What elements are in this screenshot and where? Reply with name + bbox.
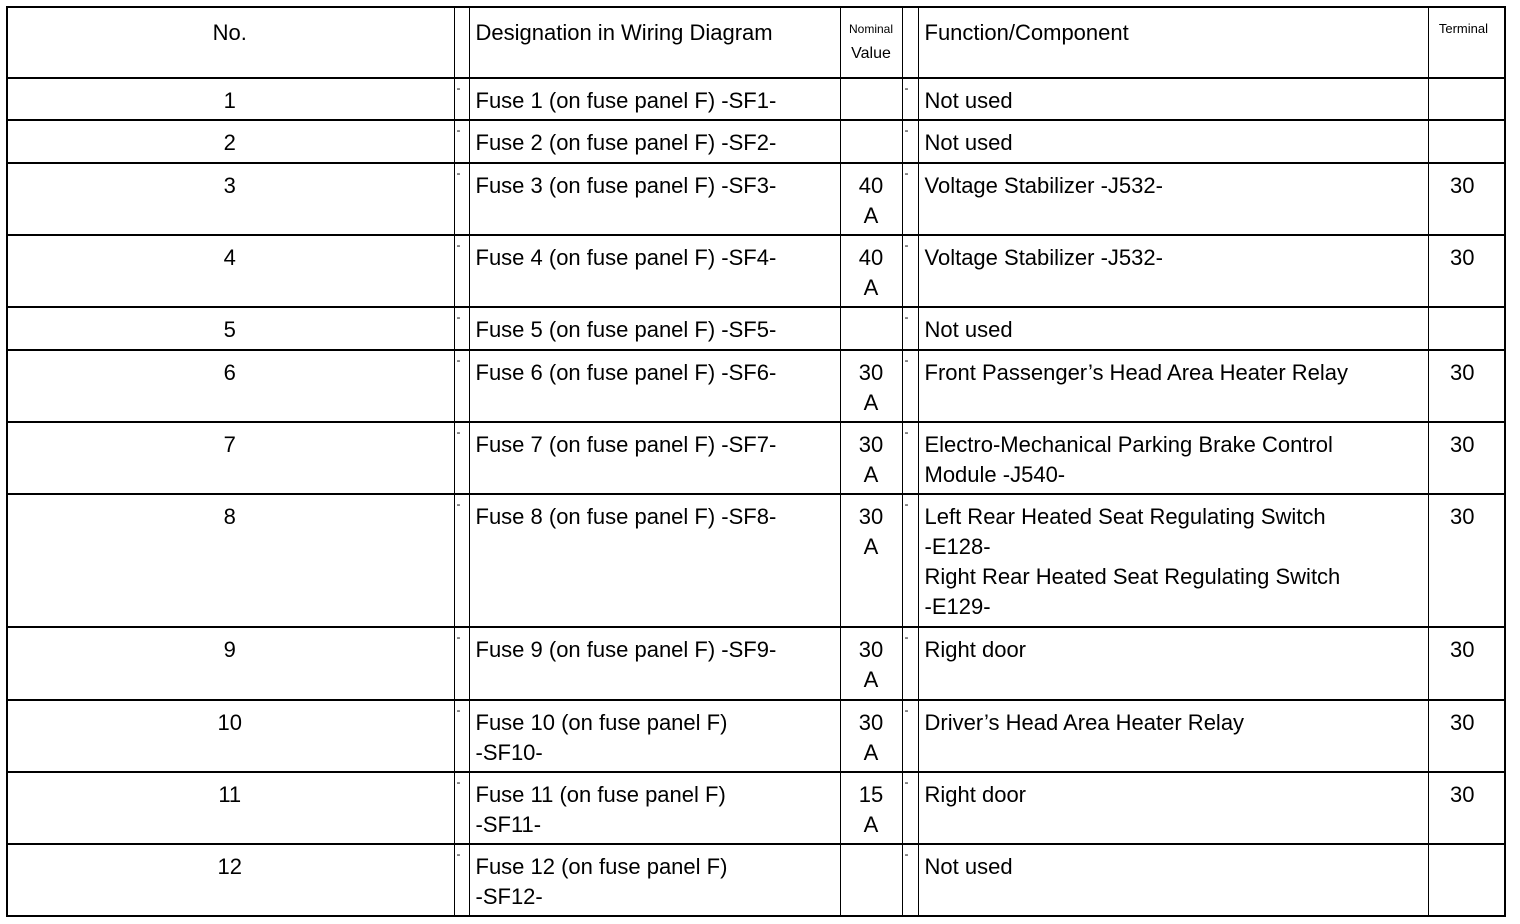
gap-mark: -: [456, 847, 461, 862]
gap-mark: -: [904, 425, 909, 440]
function-line: Electro-Mechanical Parking Brake Control: [924, 432, 1333, 458]
gap-mark: -: [904, 310, 909, 325]
designation-line: Fuse 1 (on fuse panel F) -SF1-: [475, 88, 777, 113]
designation-line: Fuse 2 (on fuse panel F) -SF2-: [475, 130, 777, 156]
terminal-cell: 30: [1428, 772, 1506, 844]
gap-mark: -: [456, 630, 461, 645]
terminal-cell: 30: [1428, 422, 1506, 494]
nominal-value-line: 30: [858, 359, 884, 385]
designation-line: Fuse 12 (on fuse panel F): [475, 854, 728, 880]
function-line: -E128-: [924, 534, 991, 560]
function-line: Not used: [924, 88, 1013, 113]
header-terminal: Terminal: [1428, 6, 1506, 78]
fuse-number: 10: [6, 700, 454, 772]
fuse-number: 2: [6, 120, 454, 162]
terminal-cell: 30: [1428, 350, 1506, 422]
fuse-number: 3: [6, 163, 454, 235]
gap-mark: -: [904, 847, 909, 862]
terminal-cell: 30: [1428, 235, 1506, 307]
terminal-cell: 30: [1428, 700, 1506, 772]
gap-mark: -: [456, 425, 461, 440]
designation-line: Fuse 6 (on fuse panel F) -SF6-: [475, 359, 777, 385]
fuse-number: 1: [6, 78, 454, 120]
designation-line: -SF12-: [475, 884, 543, 910]
nominal-value-line: A: [863, 739, 879, 765]
gap-mark: -: [456, 775, 461, 790]
header-function: Function/Component: [918, 6, 1428, 78]
gap-mark: -: [456, 352, 461, 367]
gap-mark: -: [456, 702, 461, 717]
nominal-value-line: 30: [858, 432, 884, 458]
nominal-value-line: 30: [858, 504, 884, 530]
designation-line: Fuse 10 (on fuse panel F): [475, 709, 728, 735]
terminal-cell: 30: [1428, 627, 1506, 699]
table-frame: [6, 6, 1506, 917]
nominal-value-line: A: [863, 534, 879, 560]
nominal-value-line: A: [863, 389, 879, 415]
function-line: Right door: [924, 782, 1027, 808]
fuse-number: 11: [6, 772, 454, 844]
gap-mark: -: [904, 123, 909, 138]
function-line: Not used: [924, 317, 1013, 343]
terminal-cell: 30: [1428, 494, 1506, 627]
fuse-number: 9: [6, 627, 454, 699]
function-line: Front Passenger’s Head Area Heater Relay: [924, 359, 1349, 385]
function-line: Module -J540-: [924, 462, 1066, 488]
header-nominal-top: Nominal: [848, 22, 893, 36]
gap-mark: -: [904, 775, 909, 790]
gap-mark: -: [456, 310, 461, 325]
designation-line: -SF10-: [475, 739, 543, 765]
function-line: Voltage Stabilizer -J532-: [924, 244, 1163, 270]
gap-mark: -: [456, 123, 461, 138]
fuse-number: 12: [6, 844, 454, 917]
function-line: Voltage Stabilizer -J532-: [924, 172, 1163, 198]
gap-mark: -: [456, 497, 461, 512]
nominal-value-line: 40: [858, 172, 884, 198]
header-designation: Designation in Wiring Diagram: [469, 6, 840, 78]
gap-mark: -: [904, 702, 909, 717]
gap-mark: -: [456, 165, 461, 180]
terminal-cell: 30: [1428, 163, 1506, 235]
nominal-value-line: 40: [858, 244, 884, 270]
header-nominal-bottom: Value: [851, 45, 891, 62]
designation-line: Fuse 3 (on fuse panel F) -SF3-: [475, 172, 777, 198]
nominal-value-line: 30: [858, 637, 884, 663]
designation-line: Fuse 11 (on fuse panel F): [475, 782, 726, 808]
gap-mark: -: [456, 237, 461, 252]
fuse-number: 5: [6, 307, 454, 349]
nominal-value-line: A: [863, 667, 879, 693]
designation-line: Fuse 7 (on fuse panel F) -SF7-: [475, 432, 777, 458]
nominal-value-line: 15: [858, 782, 884, 808]
gap-mark: -: [904, 165, 909, 180]
designation-line: Fuse 8 (on fuse panel F) -SF8-: [475, 504, 777, 530]
function-line: Not used: [924, 854, 1013, 880]
nominal-value-line: A: [863, 202, 879, 228]
nominal-value-line: 30: [858, 709, 884, 735]
fuse-number: 7: [6, 422, 454, 494]
designation-line: Fuse 5 (on fuse panel F) -SF5-: [475, 317, 777, 343]
fuse-number: 8: [6, 494, 454, 627]
function-line: Right Rear Heated Seat Regulating Switch: [924, 564, 1341, 590]
gap-mark: -: [904, 352, 909, 367]
designation-line: -SF11-: [475, 812, 542, 838]
gap-mark: -: [904, 630, 909, 645]
fuse-number: 4: [6, 235, 454, 307]
fuse-number: 6: [6, 350, 454, 422]
gap-mark: -: [904, 81, 909, 95]
nominal-value-line: A: [863, 462, 879, 488]
designation-line: Fuse 4 (on fuse panel F) -SF4-: [475, 244, 777, 270]
function-line: -E129-: [924, 594, 991, 620]
nominal-value-line: A: [863, 812, 879, 838]
function-line: Right door: [924, 637, 1027, 663]
function-line: Left Rear Heated Seat Regulating Switch: [924, 504, 1326, 530]
nominal-value-line: A: [863, 274, 879, 300]
designation-line: Fuse 9 (on fuse panel F) -SF9-: [475, 637, 777, 663]
function-line: Driver’s Head Area Heater Relay: [924, 709, 1245, 735]
gap-mark: -: [904, 237, 909, 252]
function-line: Not used: [924, 130, 1013, 156]
header-no: No.: [6, 6, 454, 78]
gap-mark: -: [904, 497, 909, 512]
gap-mark: -: [456, 81, 461, 95]
